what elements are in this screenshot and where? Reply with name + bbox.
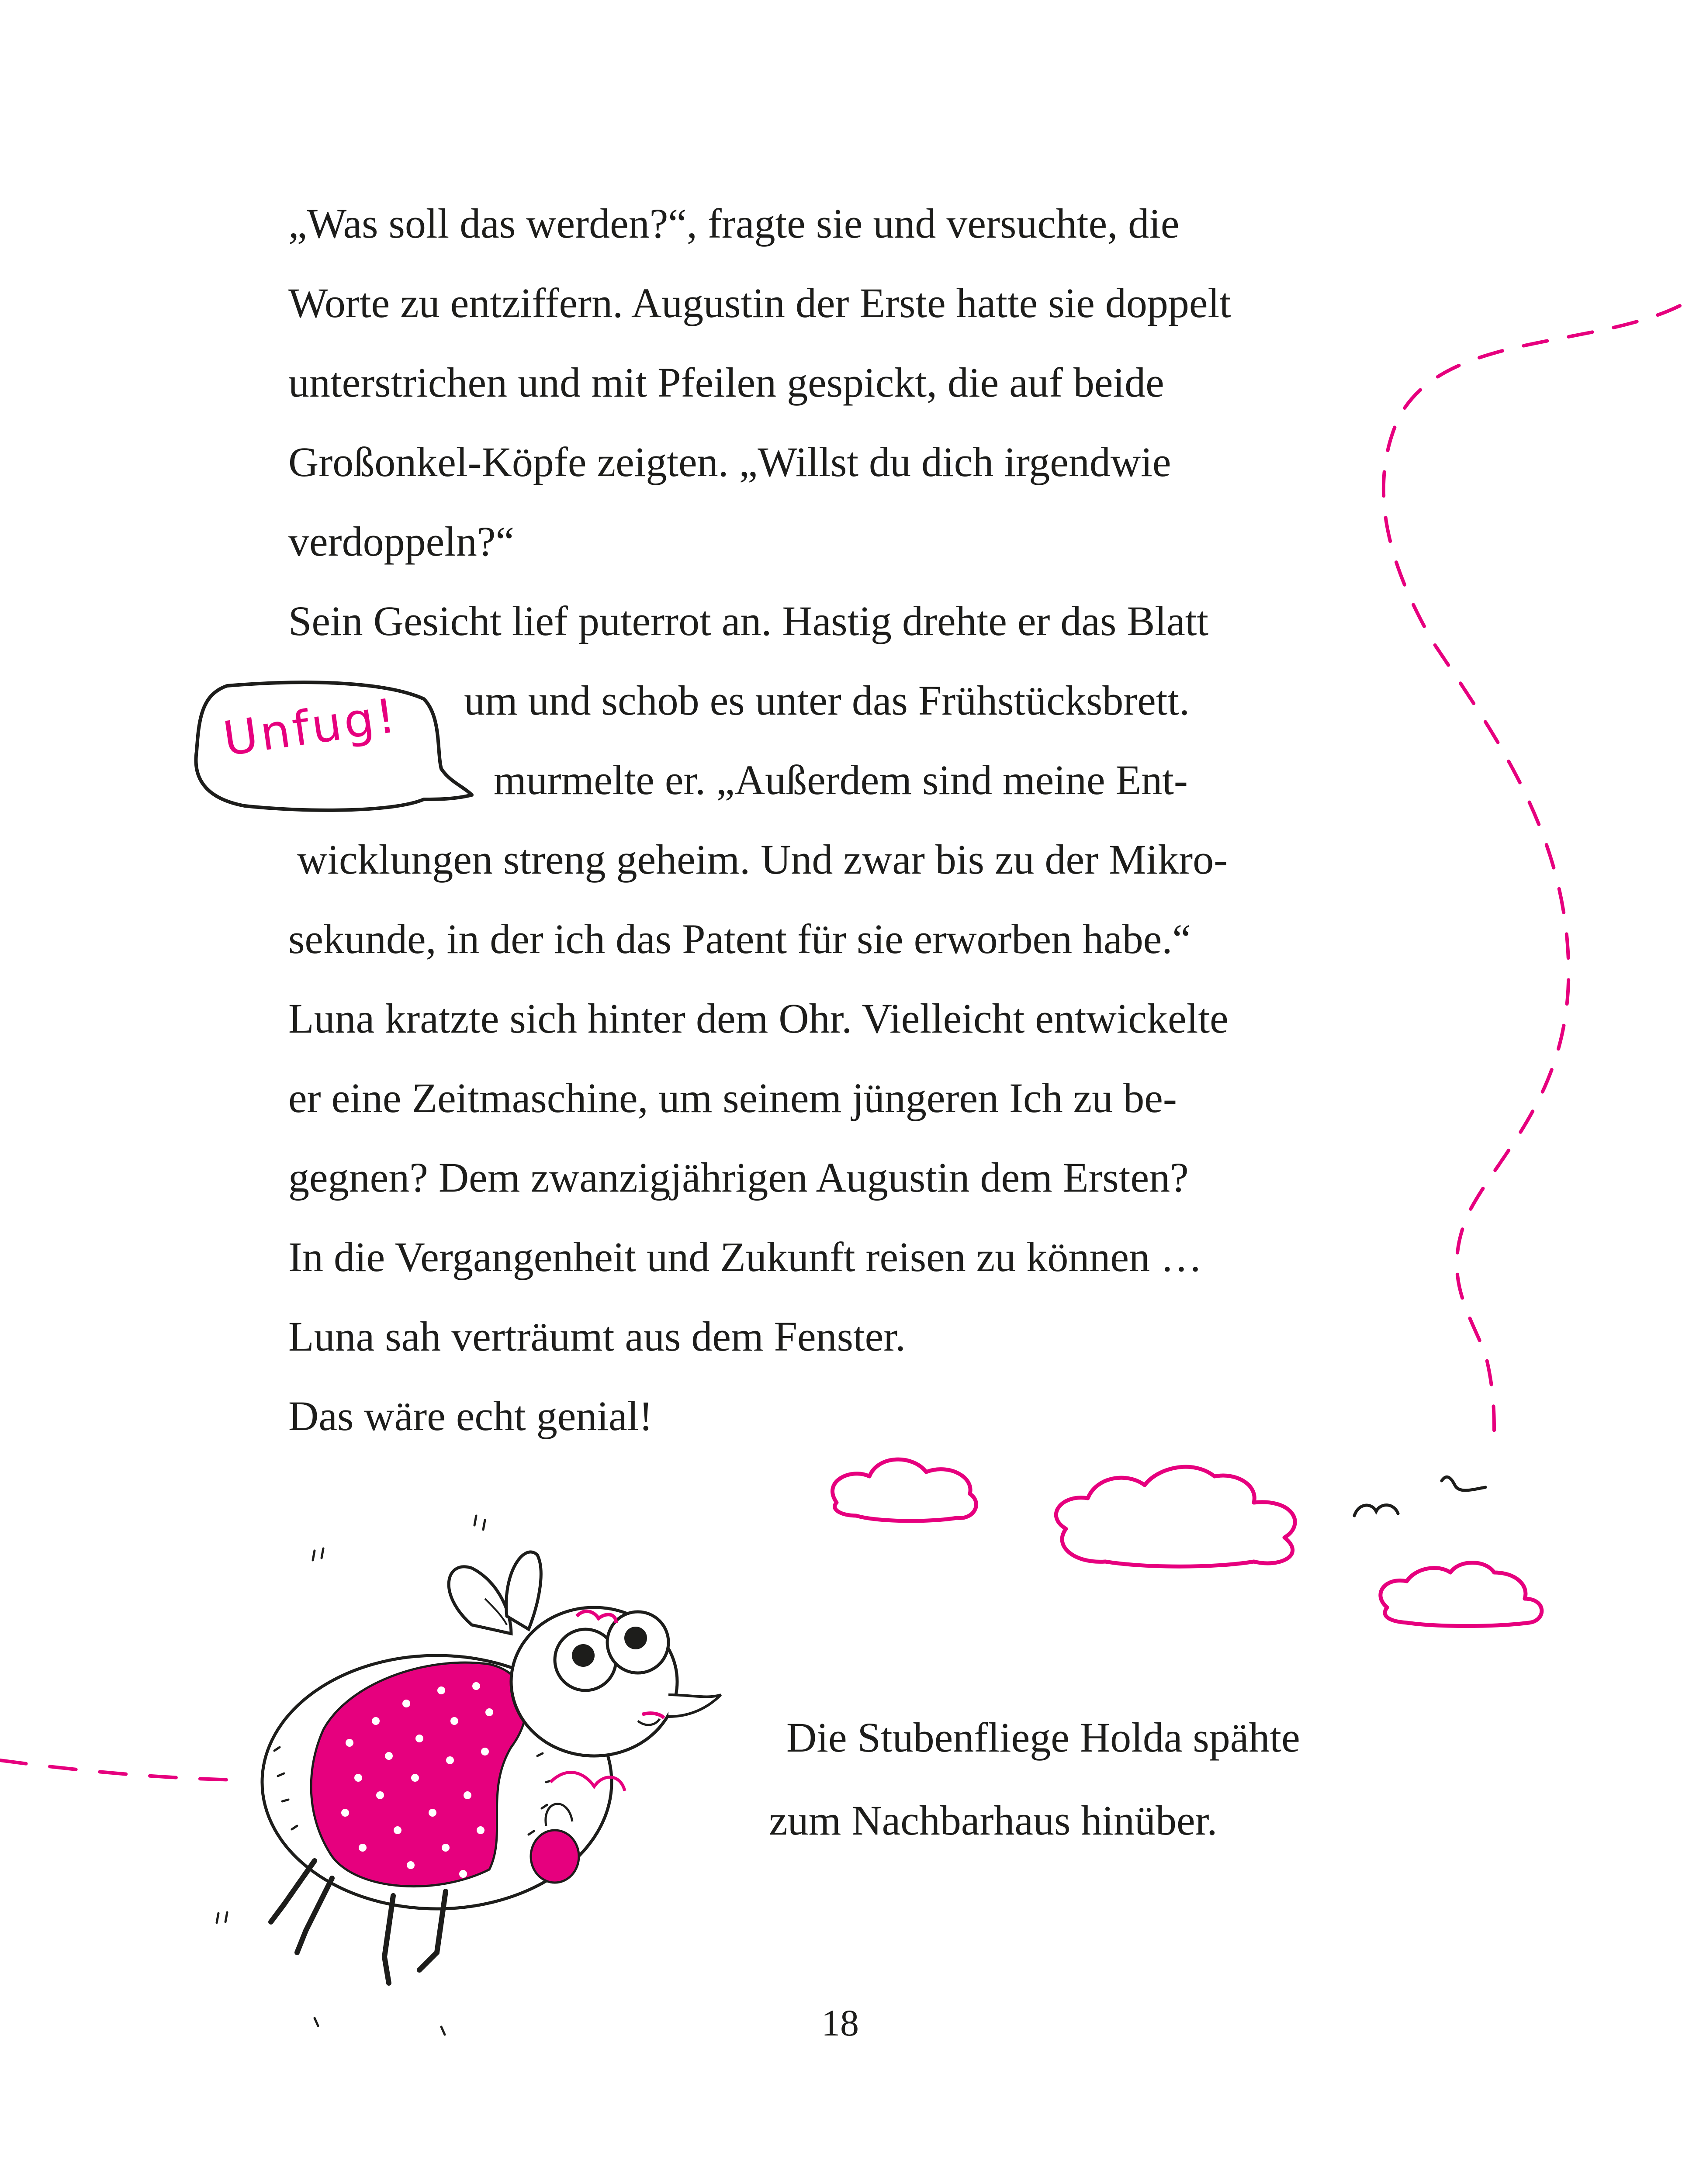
body-line: sekunde, in der ich das Patent für sie erworben habe.“ [288, 916, 1191, 962]
body-line: unterstrichen und mit Pfeilen gespickt, die auf beide [288, 359, 1164, 406]
body-line: er eine Zeitmaschine, um seinem jüngeren Ich zu be- [288, 1075, 1177, 1121]
page-number: 18 [821, 2002, 859, 2044]
body-line: gegnen? Dem zwanzigjährigen Augustin dem Ersten? [288, 1154, 1189, 1201]
body-line: Großonkel-Köpfe zeigten. „Willst du dich irgendwie [288, 439, 1171, 485]
dashed-flight-path [1384, 306, 1680, 1433]
bird-icon [1354, 1477, 1485, 1516]
body-line: Das wäre echt genial! [288, 1393, 653, 1439]
body-line: wicklungen streng geheim. Und zwar bis zu der Mikro- [297, 836, 1228, 883]
body-line: In die Vergangenheit und Zukunft reisen zu können … [288, 1234, 1202, 1280]
body-line: Luna kratzte sich hinter dem Ohr. Vielleicht entwickelte [288, 995, 1229, 1042]
caption-line: Die Stubenfliege Holda spähte [786, 1714, 1300, 1761]
cloud-icon [1056, 1467, 1295, 1566]
body-line: Worte zu entziffern. Augustin der Erste hatte sie doppelt [288, 280, 1231, 326]
body-line: murmelte er. „Außerdem sind meine Ent- [494, 757, 1188, 803]
body-line: „Was soll das werden?“, fragte sie und versuchte, die [288, 200, 1180, 247]
caption-line: zum Nachbarhaus hinüber. [769, 1797, 1218, 1844]
cloud-icon [832, 1459, 976, 1521]
body-line: verdoppeln?“ [288, 518, 515, 565]
body-line: Luna sah verträumt aus dem Fenster. [288, 1313, 906, 1360]
body-line: Sein Gesicht lief puterrot an. Hastig drehte er das Blatt [288, 598, 1209, 644]
fly-holda-illustration [217, 1516, 721, 2035]
dashed-flight-path-left [0, 1760, 236, 1780]
cloud-icon [1381, 1563, 1542, 1626]
speech-bubble-text: Unfug! [220, 688, 401, 767]
body-line: um und schob es unter das Frühstücksbrett. [464, 677, 1190, 724]
